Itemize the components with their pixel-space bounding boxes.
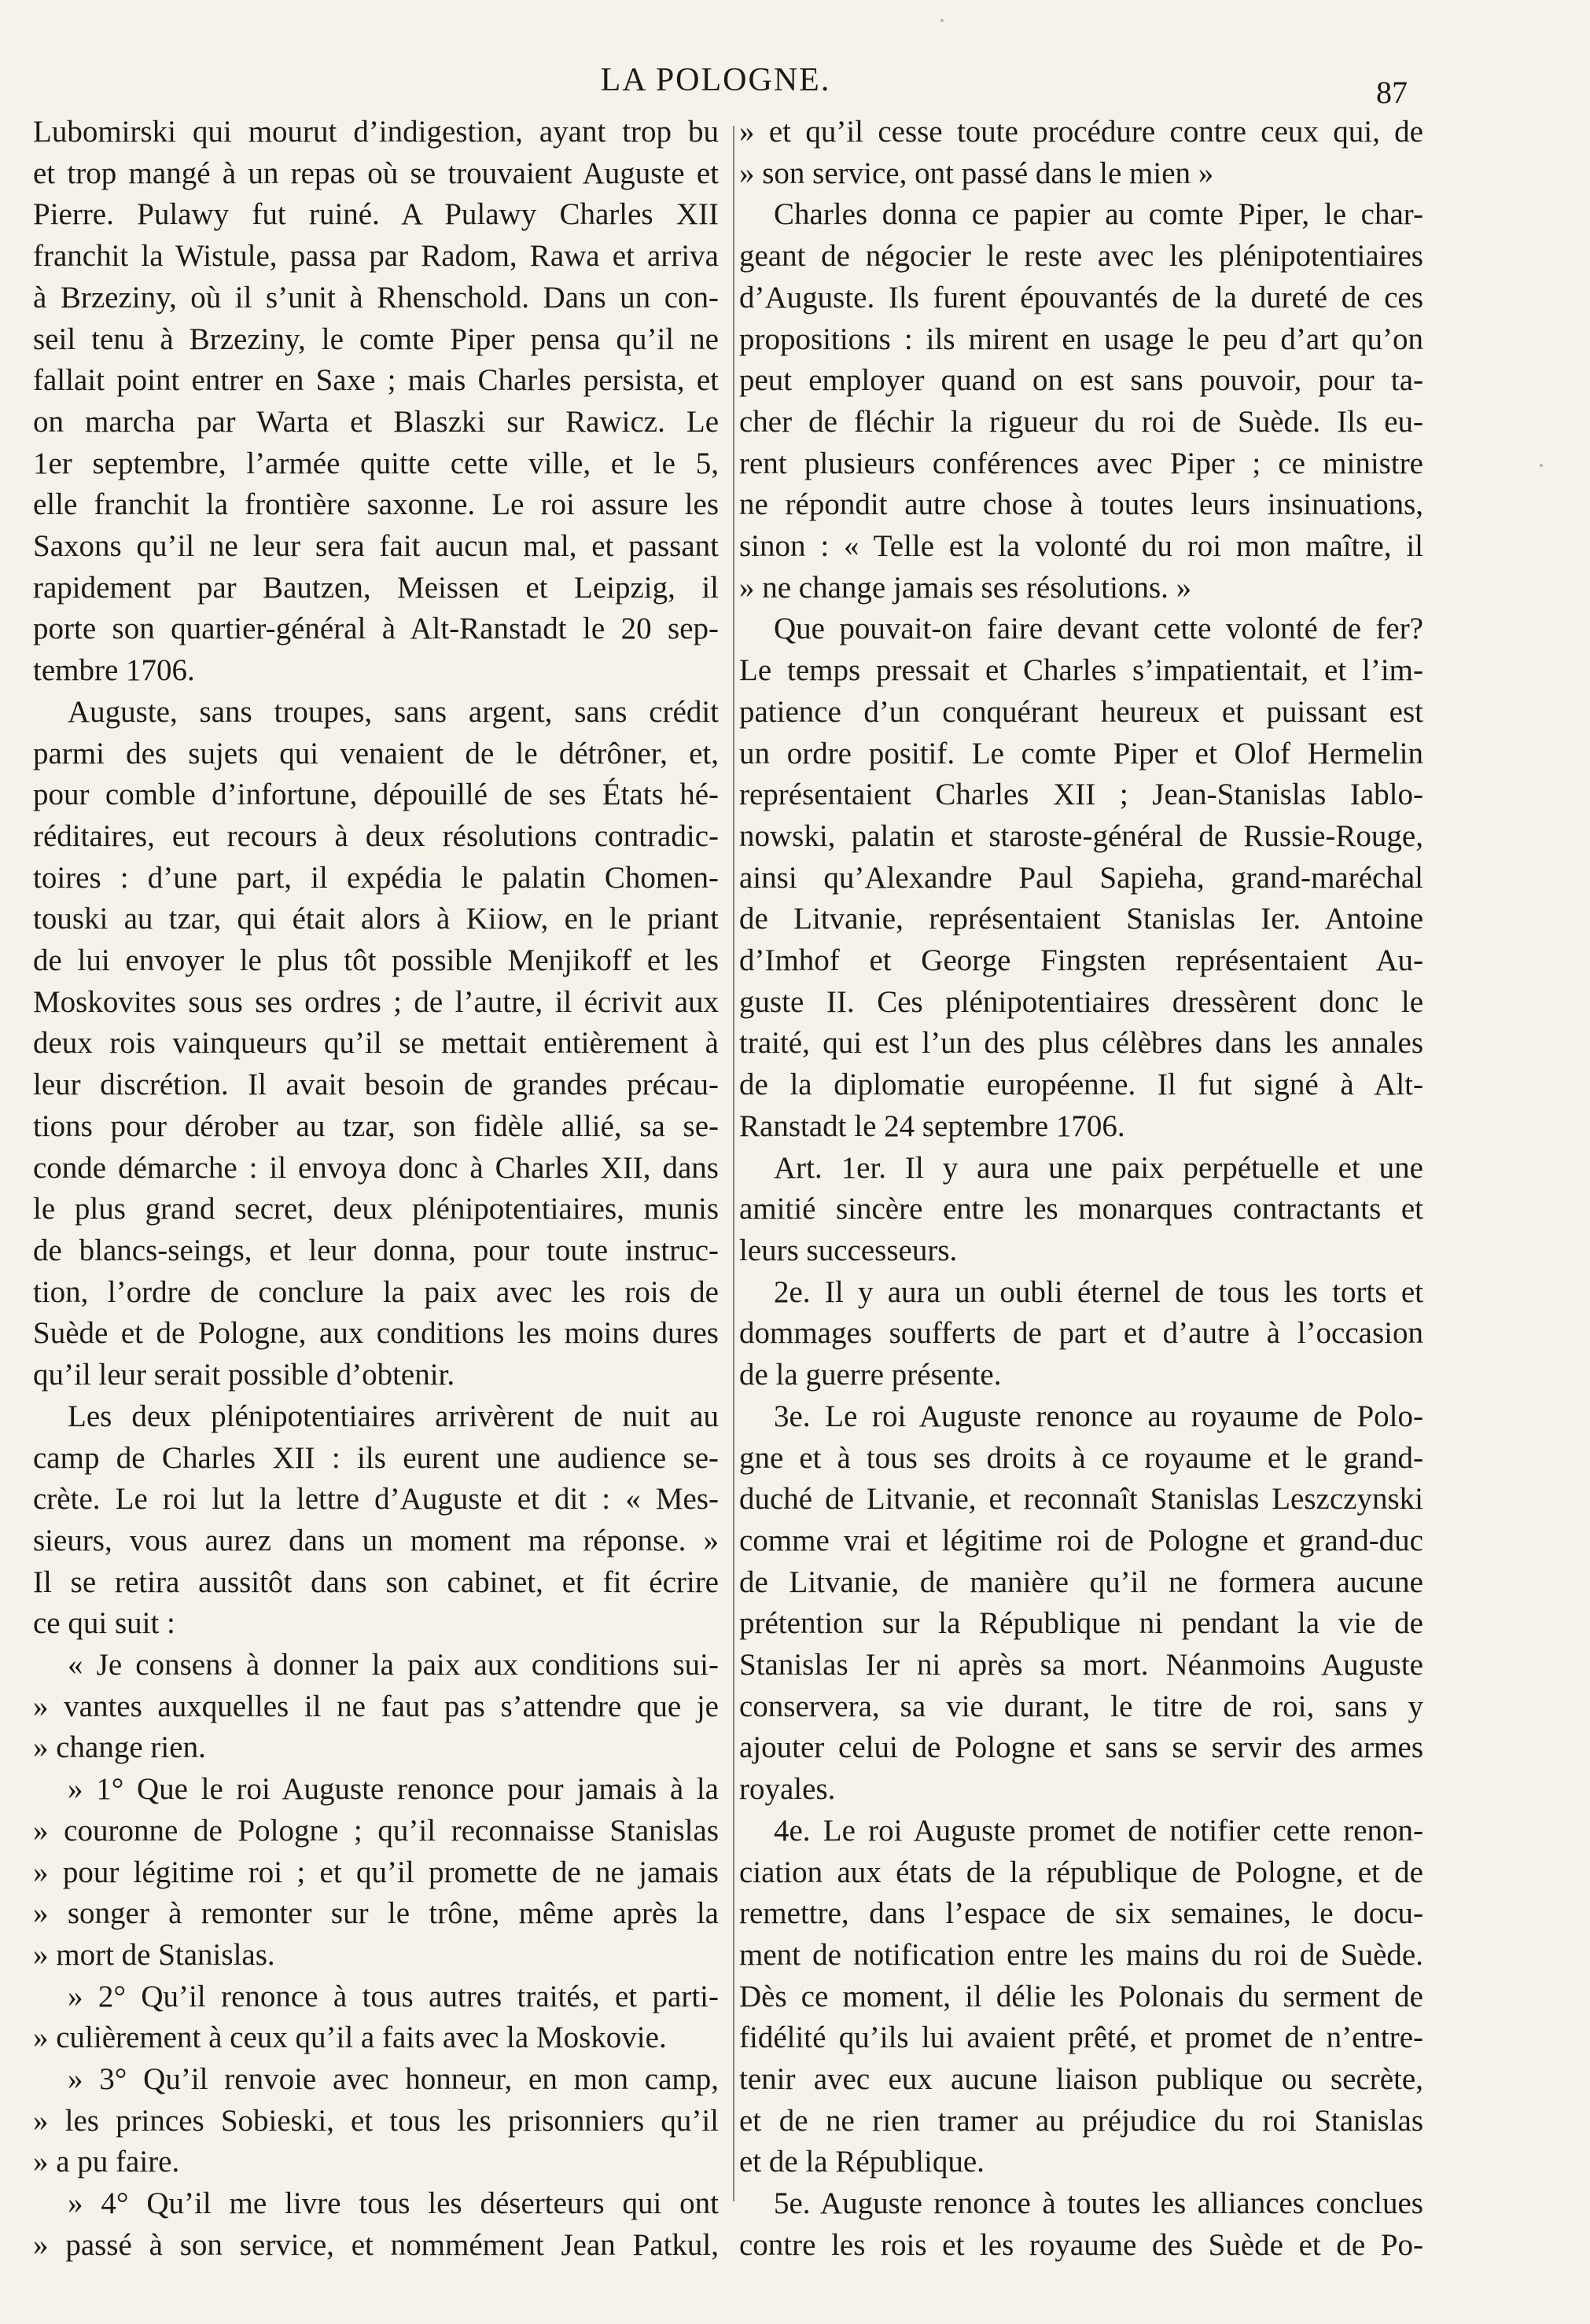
text-line: guste II. Ces plénipotentiaires dressèrent donc le <box>739 984 1423 1019</box>
text-line: seil tenu à Brzeziny, le comte Piper pensa qu’il ne <box>33 322 719 356</box>
text-line: de la diplomatie européenne. Il fut signé à Alt- <box>739 1068 1423 1102</box>
text-line: fallait point entrer en Saxe ; mais Charles persista, et <box>33 363 719 398</box>
text-line: 4e. Le roi Auguste promet de notifier cette renon- <box>774 1813 1423 1848</box>
text-line: tions pour dérober au tzar, son fidèle allié, sa se- <box>33 1109 719 1143</box>
text-line: sinon : « Telle est la volonté du roi mon maître, il <box>739 529 1423 564</box>
text-line: ajouter celui de Pologne et sans se servir des armes <box>739 1730 1423 1765</box>
text-line: conde démarche : il envoya donc à Charles XII, dans <box>33 1150 719 1185</box>
text-line: propositions : ils mirent en usage le peu d’art qu’on <box>739 322 1423 356</box>
text-line: Que pouvait-on faire devant cette volonté de fer? <box>774 612 1423 646</box>
text-line: nowski, palatin et staroste-général de Russie-Rouge, <box>739 818 1423 853</box>
text-line: patience d’un conquérant heureux et puissant est <box>739 694 1423 729</box>
text-line: » 3° Qu’il renvoie avec honneur, en mon camp, <box>68 2062 719 2097</box>
text-line: » pour légitime roi ; et qu’il promette de ne jamais <box>33 1855 719 1889</box>
text-line: geant de négocier le reste avec les plénipotentiaires <box>739 239 1423 274</box>
text-line: représentaient Charles XII ; Jean-Stanislas Iablo- <box>739 778 1423 812</box>
text-line: cher de fléchir la rigueur du roi de Suède. Ils eu- <box>739 404 1423 439</box>
text-line: toires : d’une part, il expédia le palatin Chomen- <box>33 860 719 895</box>
text-line: dommages soufferts de part et d’autre à l’occasion <box>739 1316 1423 1351</box>
text-line: » mort de Stanislas. <box>33 1937 275 1972</box>
text-line: » et qu’il cesse toute procédure contre ceux qui, de <box>739 115 1423 149</box>
text-line: Le temps pressait et Charles s’impatientait, et l’im- <box>739 653 1423 688</box>
text-line: ce qui suit : <box>33 1606 175 1641</box>
text-line: sieurs, vous aurez dans un moment ma réponse. » <box>33 1523 719 1557</box>
text-line: réditaires, eut recours à deux résolutions contradic- <box>33 818 719 853</box>
text-line: ne répondit autre chose à toutes leurs insinuations, <box>739 487 1423 522</box>
text-line: Les deux plénipotentiaires arrivèrent de nuit au <box>68 1399 719 1433</box>
text-line: » ne change jamais ses résolutions. » <box>739 570 1192 605</box>
text-line: Saxons qu’il ne leur sera fait aucun mal, et passant <box>33 529 719 564</box>
text-line: » 1° Que le roi Auguste renonce pour jamais à la <box>68 1772 719 1807</box>
text-line: ciation aux états de la république de Pologne, et de <box>739 1855 1423 1889</box>
text-line: à Brzeziny, où il s’unit à Rhenschold. Dans un con- <box>33 280 719 314</box>
text-line: franchit la Wistule, passa par Radom, Rawa et arriva <box>33 239 719 274</box>
text-line: camp de Charles XII : ils eurent une audience se- <box>33 1440 719 1475</box>
text-line: contre les rois et les royaume des Suède et de Po- <box>739 2227 1423 2262</box>
text-line: Il se retira aussitôt dans son cabinet, et fit écrire <box>33 1565 719 1599</box>
right-text-column <box>739 112 1423 2267</box>
text-line: » culièrement à ceux qu’il a faits avec la Moskovie. <box>33 2021 667 2055</box>
text-line: fidélité qu’ils lui avaient prêté, et promet de n’entre- <box>739 2021 1423 2055</box>
text-line: Moskovites sous ses ordres ; de l’autre, il écrivit aux <box>33 984 719 1019</box>
text-line: » son service, ont passé dans le mien » <box>739 156 1214 190</box>
text-line: Stanislas Ier ni après sa mort. Néanmoins Auguste <box>739 1648 1423 1682</box>
text-line: Pierre. Pulawy fut ruiné. A Pulawy Charles XII <box>33 197 719 232</box>
text-line: de Litvanie, représentaient Stanislas Ier. Antoine <box>739 902 1423 936</box>
text-line: » songer à remonter sur le trône, même après la <box>33 1896 719 1931</box>
text-line: le plus grand secret, deux plénipotentiaires, munis <box>33 1192 719 1226</box>
text-line: Ranstadt le 24 septembre 1706. <box>739 1109 1125 1143</box>
text-line: 3e. Le roi Auguste renonce au royaume de Polo- <box>774 1399 1423 1433</box>
page-number: 87 <box>1376 75 1408 110</box>
text-line: elle franchit la frontière saxonne. Le roi assure les <box>33 487 719 522</box>
text-line: » change rien. <box>33 1730 206 1765</box>
text-line: « Je consens à donner la paix aux conditions sui- <box>68 1648 719 1682</box>
text-line: » a pu faire. <box>33 2145 180 2179</box>
text-line: porte son quartier-général à Alt-Ranstadt le 20 sep- <box>33 612 719 646</box>
text-line: d’Imhof et George Fingsten représentaient Au- <box>739 943 1423 978</box>
text-line: Suède et de Pologne, aux conditions les moins dures <box>33 1316 719 1351</box>
text-line: Lubomirski qui mourut d’indigestion, ayant trop bu <box>33 115 719 149</box>
text-line: Dès ce moment, il délie les Polonais du serment de <box>739 1979 1423 2013</box>
text-line: tembre 1706. <box>33 653 195 688</box>
text-line: Charles donna ce papier au comte Piper, le char- <box>774 197 1423 232</box>
text-line: un ordre positif. Le comte Piper et Olof Hermelin <box>739 736 1423 770</box>
text-line: Auguste, sans troupes, sans argent, sans crédit <box>68 694 719 729</box>
text-line: touski au tzar, qui était alors à Kiiow, en le priant <box>33 902 719 936</box>
text-line: d’Auguste. Ils furent épouvantés de la dureté de ces <box>739 280 1423 314</box>
text-line: » les princes Sobieski, et tous les prisonniers qu’il <box>33 2103 719 2138</box>
text-line: prétention sur la République ni pendant la vie de <box>739 1606 1423 1641</box>
text-line: peut employer quand on est sans pouvoir, pour ta- <box>739 363 1423 398</box>
text-line: » 2° Qu’il renonce à tous autres traités, et parti- <box>68 1979 719 2013</box>
text-line: rapidement par Bautzen, Meissen et Leipzig, il <box>33 570 719 605</box>
text-line: conservera, sa vie durant, le titre de roi, sans y <box>739 1689 1423 1723</box>
text-line: royales. <box>739 1772 836 1807</box>
text-line: de blancs-seings, et leur donna, pour toute instruc- <box>33 1233 719 1267</box>
text-line: » 4° Qu’il me livre tous les déserteurs qui ont <box>68 2186 719 2221</box>
text-line: de lui envoyer le plus tôt possible Menjikoff et les <box>33 943 719 978</box>
paper-speck <box>940 19 944 22</box>
text-line: leur discrétion. Il avait besoin de grandes précau- <box>33 1068 719 1102</box>
text-line: remettre, dans l’espace de six semaines, le docu- <box>739 1896 1423 1931</box>
text-line: parmi des sujets qui venaient de le détrôner, et, <box>33 736 719 770</box>
text-line: rent plusieurs conférences avec Piper ; ce ministre <box>739 446 1423 480</box>
column-divider <box>733 126 734 2201</box>
text-line: Art. 1er. Il y aura une paix perpétuelle et une <box>774 1150 1423 1185</box>
text-line: 1er septembre, l’armée quitte cette ville, et le 5, <box>33 446 719 480</box>
text-line: deux rois vainqueurs qu’il se mettait entièrement à <box>33 1026 719 1061</box>
text-line: 2e. Il y aura un oubli éternel de tous les torts et <box>774 1274 1423 1309</box>
text-line: on marcha par Warta et Blaszki sur Rawicz. Le <box>33 404 719 439</box>
text-line: » couronne de Pologne ; qu’il reconnaisse Stanislas <box>33 1813 719 1848</box>
page-header <box>0 0 1590 118</box>
text-line: leurs successeurs. <box>739 1233 958 1267</box>
text-line: et de la République. <box>739 2145 985 2179</box>
text-line: tenir avec eux aucune liaison publique ou secrète, <box>739 2062 1423 2097</box>
paper-speck <box>1540 464 1543 467</box>
text-line: 5e. Auguste renonce à toutes les alliances conclues <box>774 2186 1423 2221</box>
text-line: » vantes auxquelles il ne faut pas s’attendre que je <box>33 1689 719 1723</box>
text-line: » passé à son service, et nommément Jean Patkul, <box>33 2227 719 2262</box>
text-line: pour comble d’infortune, dépouillé de ses États hé- <box>33 778 719 812</box>
text-line: de la guerre présente. <box>739 1358 1002 1392</box>
text-line: crète. Le roi lut la lettre d’Auguste et dit : « Mes- <box>33 1482 719 1517</box>
text-line: amitié sincère entre les monarques contractants et <box>739 1192 1423 1226</box>
text-line: traité, qui est l’un des plus célèbres dans les annales <box>739 1026 1423 1061</box>
text-line: ainsi qu’Alexandre Paul Sapieha, grand-maréchal <box>739 860 1423 895</box>
left-text-column <box>33 112 719 2267</box>
text-line: ment de notification entre les mains du roi de Suède. <box>739 1937 1423 1972</box>
text-line: et de ne rien tramer au préjudice du roi Stanislas <box>739 2103 1423 2138</box>
text-line: qu’il leur serait possible d’obtenir. <box>33 1358 455 1392</box>
text-line: et trop mangé à un repas où se trouvaient Auguste et <box>33 156 719 190</box>
text-line: duché de Litvanie, et reconnaît Stanislas Leszczynski <box>739 1482 1423 1517</box>
text-line: comme vrai et légitime roi de Pologne et grand-duc <box>739 1523 1423 1557</box>
text-line: tion, l’ordre de conclure la paix avec les rois de <box>33 1274 719 1309</box>
text-line: de Litvanie, de manière qu’il ne formera aucune <box>739 1565 1423 1599</box>
running-title: LA POLOGNE. <box>600 62 831 98</box>
text-line: gne et à tous ses droits à ce royaume et le grand- <box>739 1440 1423 1475</box>
